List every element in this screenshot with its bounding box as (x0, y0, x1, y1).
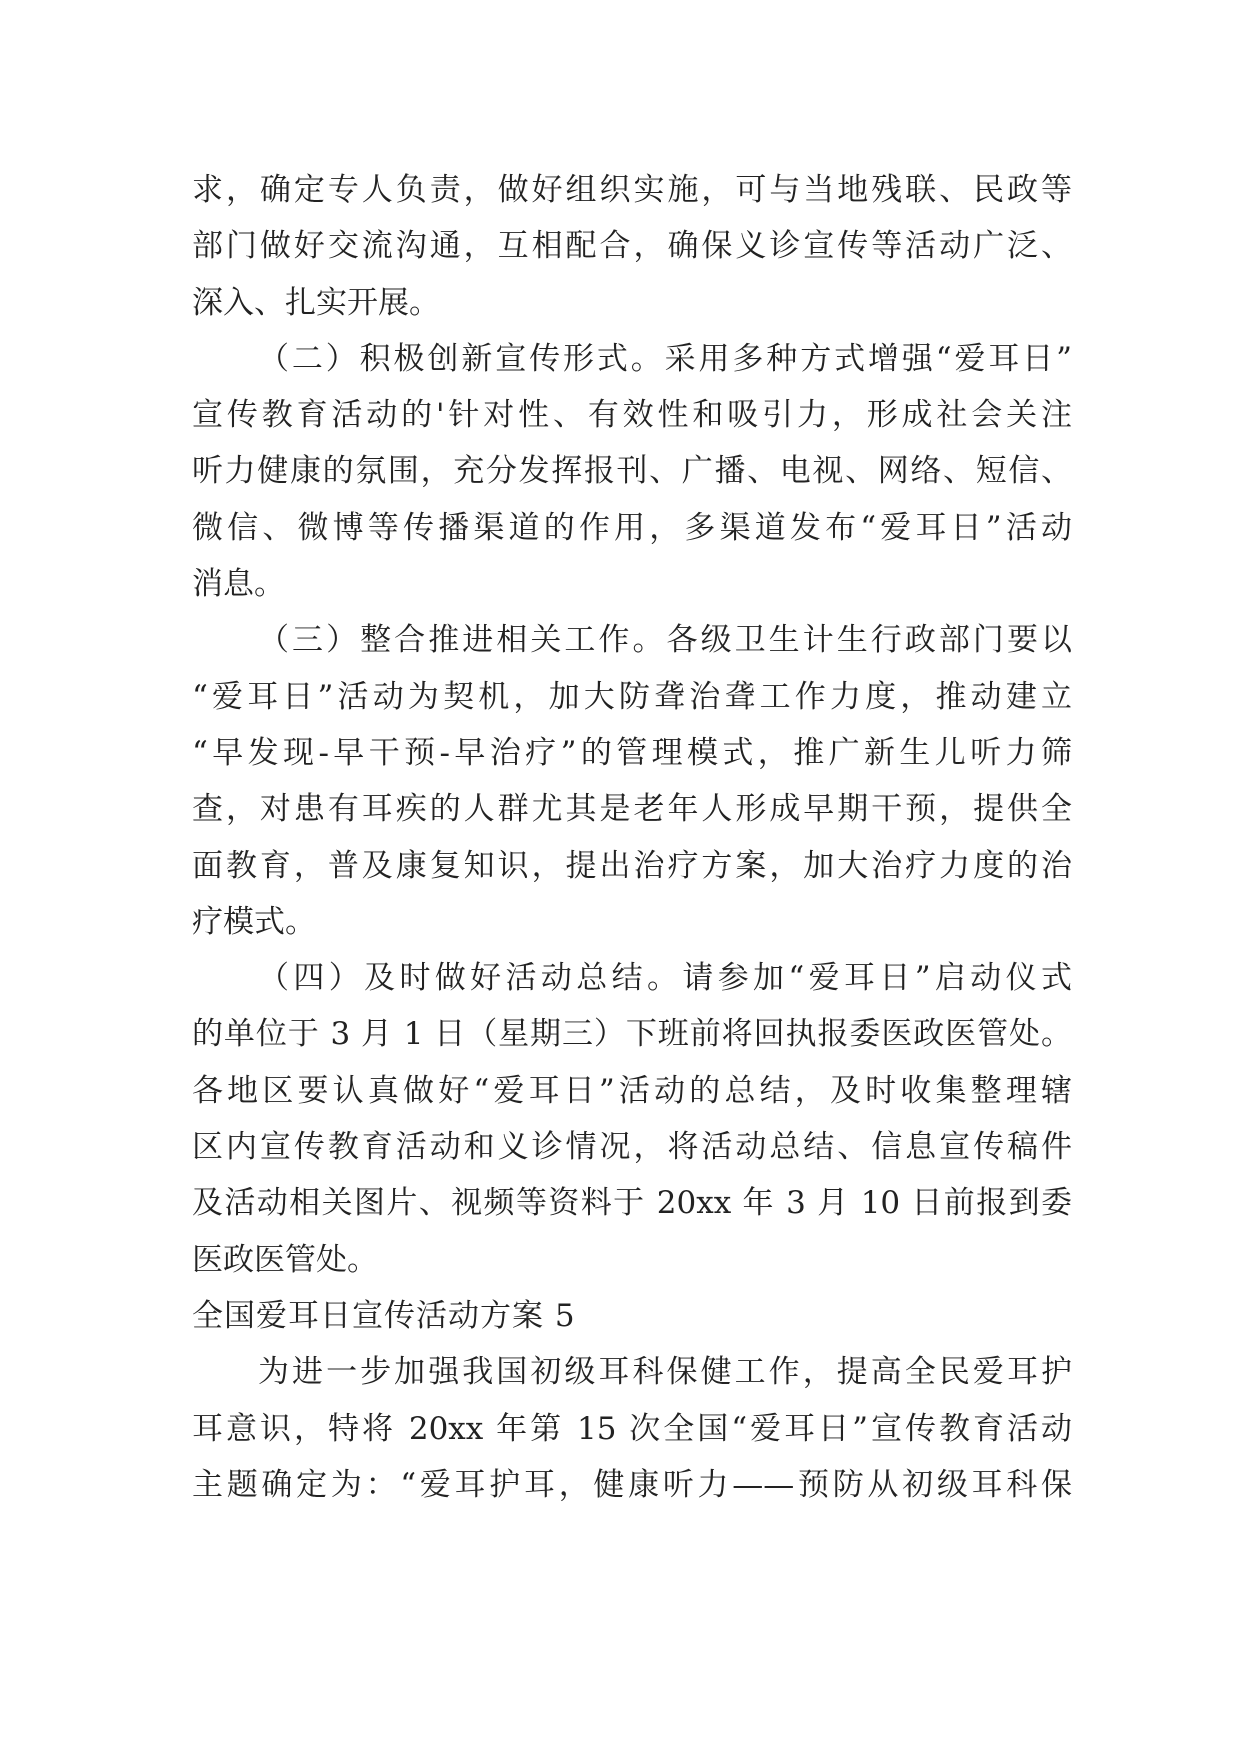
text-line: 深入、扎实开展。 (192, 284, 440, 321)
text-line: 耳意识，特将 20xx 年第 15 次全国“爱耳日”宣传教育活动 (192, 1410, 1072, 1447)
text-line: 为进一步加强我国初级耳科保健工作，提高全民爱耳护 (258, 1354, 1072, 1391)
text-line: 疗模式。 (192, 903, 316, 940)
text-line: 面教育，普及康复知识，提出治疗方案，加大治疗力度的治 (192, 847, 1072, 884)
body-text (192, 162, 1072, 1513)
text-line: 微信、微博等传播渠道的作用，多渠道发布“爱耳日”活动 (192, 509, 1072, 546)
text-line: “早发现-早干预-早治疗”的管理模式，推广新生儿听力筛 (192, 734, 1072, 771)
text-line: 医政医管处。 (192, 1241, 378, 1278)
section-heading: 全国爱耳日宣传活动方案 5 (192, 1297, 576, 1334)
text-line: 查，对患有耳疾的人群尤其是老年人形成早期干预，提供全 (192, 791, 1072, 828)
text-line: 听力健康的氛围，充分发挥报刊、广播、电视、网络、短信、 (192, 453, 1072, 490)
text-line: 求，确定专人负责，做好组织实施，可与当地残联、民政等 (192, 172, 1072, 208)
text-line: 宣传教育活动的'针对性、有效性和吸引力，形成社会关注 (192, 397, 1072, 434)
text-line: （三）整合推进相关工作。各级卫生计生行政部门要以 (258, 622, 1072, 659)
text-line: 主题确定为：“爱耳护耳，健康听力——预防从初级耳科保 (192, 1466, 1072, 1503)
text-line: “爱耳日”活动为契机，加大防聋治聋工作力度，推动建立 (192, 678, 1072, 715)
text-line: （四）及时做好活动总结。请参加“爱耳日”启动仪式 (258, 960, 1072, 997)
text-line: 消息。 (192, 566, 285, 603)
text-line: 部门做好交流沟通，互相配合，确保义诊宣传等活动广泛、 (192, 228, 1072, 265)
text-line: 及活动相关图片、视频等资料于 20xx 年 3 月 10 日前报到委 (192, 1185, 1072, 1222)
text-line: 区内宣传教育活动和义诊情况，将活动总结、信息宣传稿件 (192, 1129, 1072, 1166)
text-line: （二）积极创新宣传形式。采用多种方式增强“爱耳日” (258, 340, 1072, 377)
text-line: 各地区要认真做好“爱耳日”活动的总结，及时收集整理辖 (192, 1072, 1072, 1109)
text-line: 的单位于 3 月 1 日（星期三）下班前将回执报委医政医管处。 (192, 1016, 1072, 1053)
